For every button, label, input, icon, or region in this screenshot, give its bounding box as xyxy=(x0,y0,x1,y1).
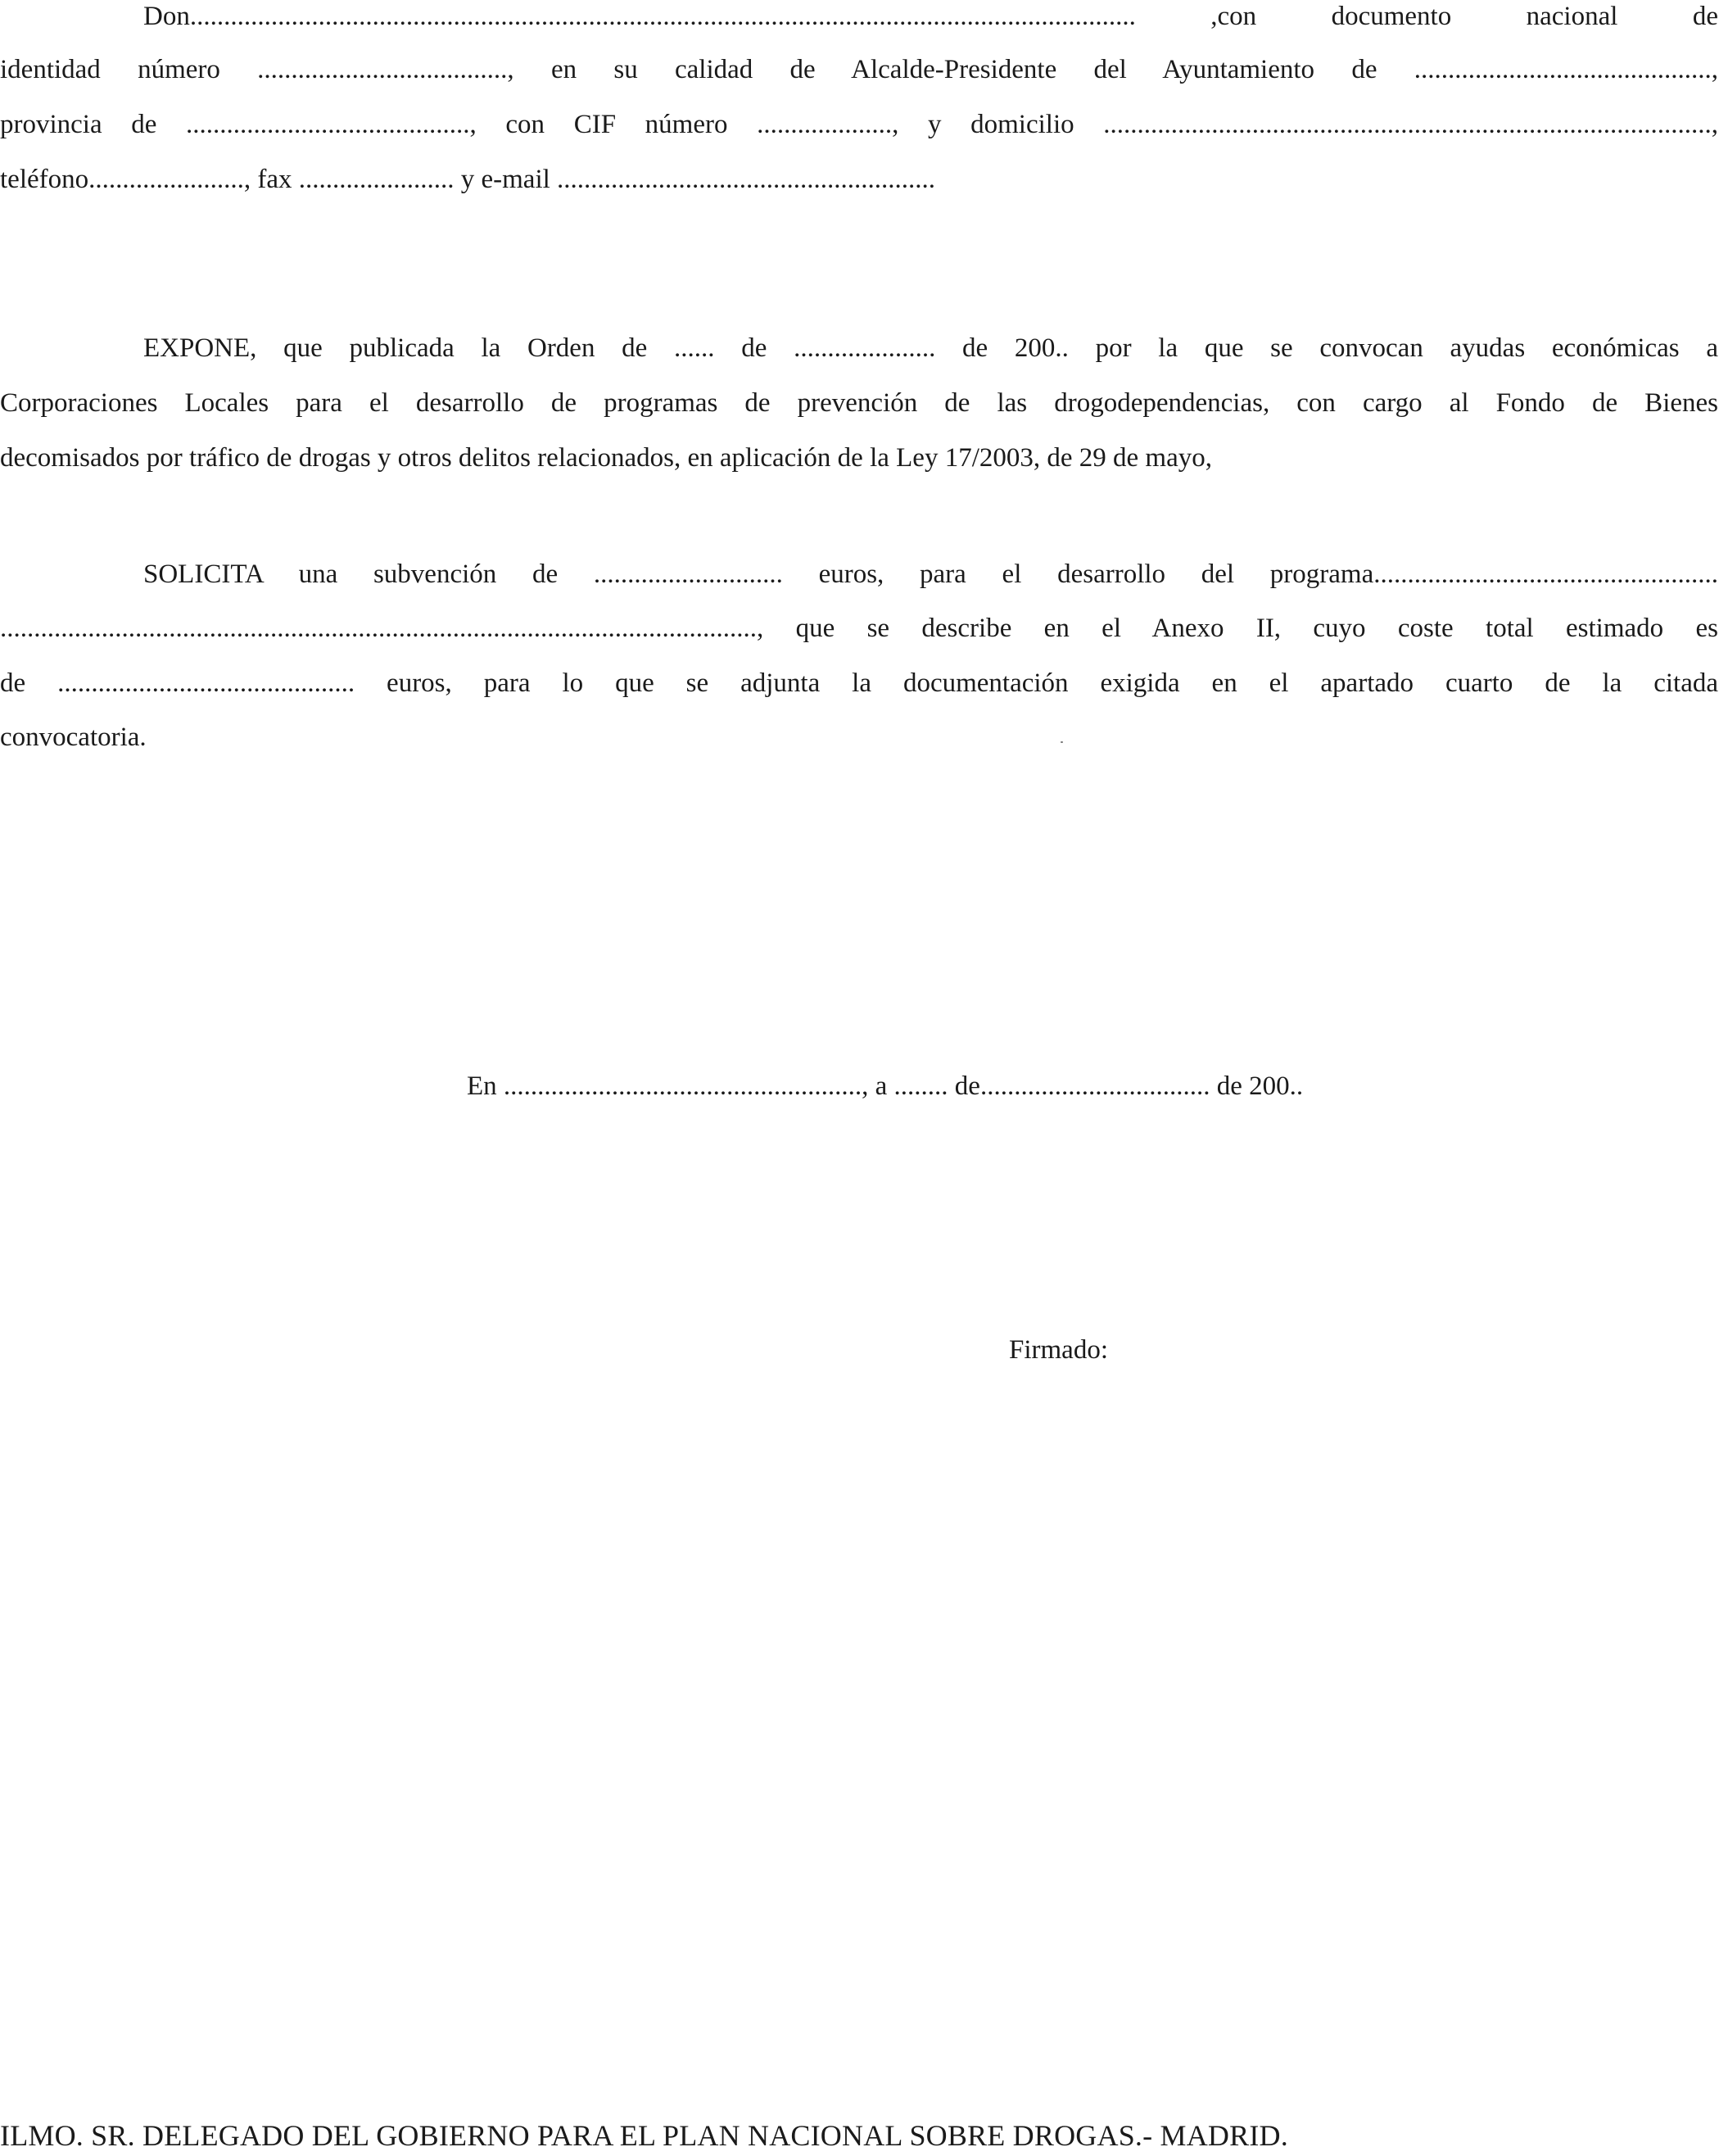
signature-label: Firmado: xyxy=(1009,1335,1108,1365)
header-line-3: provincia de .........................................., con CIF número ...................., y domicilio .........................................................................................., xyxy=(0,110,1718,139)
header-line-2: identidad número ....................................., en su calidad de Alcalde-Presidente del Ayuntamiento de ............................................, xyxy=(0,55,1718,84)
solicita-line-4: convocatoria. xyxy=(0,722,147,752)
place-date-line: En ....................................................., a ........ de.................................. de 200.. xyxy=(467,1071,1304,1101)
addressee-footer: ILMO. SR. DELEGADO DEL GOBIERNO PARA EL PLAN NACIONAL SOBRE DROGAS.- MADRID. xyxy=(0,2119,1288,2152)
solicita-line-1: SOLICITA una subvención de ............................ euros, para el desarrollo del programa................................................... xyxy=(143,559,1718,589)
header-line-1: Don............................................................................................................................................ ,con documento nacional de xyxy=(143,2,1718,31)
solicita-line-3: de ............................................ euros, para lo que se adjunta la documentación exigida en el apartado cuarto de la citada xyxy=(0,668,1718,698)
header-line-4: teléfono......................., fax ....................... y e-mail ........................................................ xyxy=(0,165,936,194)
expone-line-2: Corporaciones Locales para el desarrollo de programas de prevención de las drogodependencias, con cargo al Fondo de Bienes xyxy=(0,388,1718,418)
solicita-line-2: ................................................................................................................, que se describe en el Anexo II, cuyo coste total estimado es xyxy=(0,614,1718,643)
expone-line-3: decomisados por tráfico de drogas y otros delitos relacionados, en aplicación de la Ley 17/2003, de 29 de mayo, xyxy=(0,443,1212,473)
expone-line-1: EXPONE, que publicada la Orden de ...... de ..................... de 200.. por la que se convocan ayudas económicas a xyxy=(143,333,1718,363)
scan-speck xyxy=(1061,741,1063,743)
